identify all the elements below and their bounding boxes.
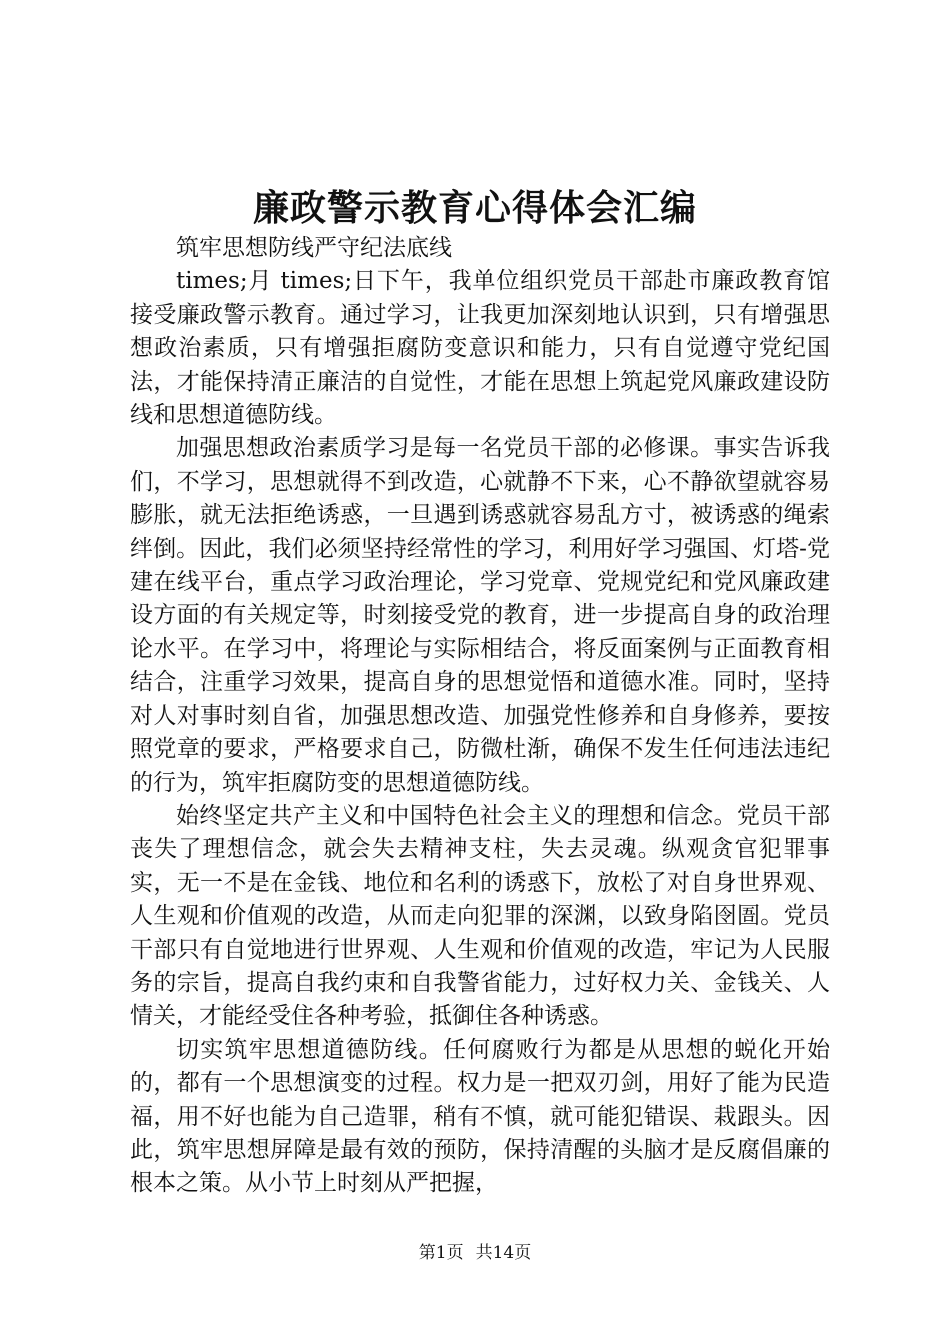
document-body <box>130 232 830 1201</box>
body-paragraph: 加强思想政治素质学习是每一名党员干部的必修课。事实告诉我们，不学习，思想就得不到改造，心就静不下来，心不静欲望就容易膨胀，就无法拒绝诱惑，一旦遇到诱惑就容易乱方寸，被诱惑的绳索绊倒。因此，我们必须坚持经常性的学习，利用好学习强国、灯塔-党建在线平台，重点学习政治理论，学习党章、党规党纪和党风廉政建设方面的有关规定等，时刻接受党的教育，进一步提高自身的政治理论水平。在学习中，将理论与实际相结合，将反面案例与正面教育相结合，注重学习效果，提高自身的思想觉悟和道德水准。同时，坚持对人对事时刻自省，加强思想改造、加强党性修养和自身修养，要按照党章的要求，严格要求自己，防微杜渐，确保不发生任何违法违纪的行为，筑牢拒腐防变的思想道德防线。 <box>130 435 830 796</box>
page-number: 第1页 <box>418 1243 464 1263</box>
body-paragraph: 始终坚定共产主义和中国特色社会主义的理想和信念。党员干部丧失了理想信念，就会失去精神支柱，失去灵魂。纵观贪官犯罪事实，无一不是在金钱、地位和名利的诱惑下，放松了对自身世界观、人生观和价值观的改造，从而走向犯罪的深渊，以致身陷囹圄。党员干部只有自觉地进行世界观、人生观和价值观的改造，牢记为人民服务的宗旨，提高自我约束和自我警省能力，过好权力关、金钱关、人情关，才能经受住各种考验，抵御住各种诱惑。 <box>130 802 830 1030</box>
body-paragraph: times;月 times;日下午，我单位组织党员干部赴市廉政教育馆接受廉政警示教育。通过学习，让我更加深刻地认识到，只有增强思想政治素质，只有增强拒腐防变意识和能力，只有自觉遵守党纪国法，才能保持清正廉洁的自觉性，才能在思想上筑起党风廉政建设防线和思想道德防线。 <box>130 268 830 429</box>
page-footer <box>0 1240 950 1266</box>
document-title: 廉政警示教育心得体会汇编 <box>252 187 697 229</box>
subtitle-paragraph: 筑牢思想防线严守纪法底线 <box>176 235 452 261</box>
body-paragraph: 切实筑牢思想道德防线。任何腐败行为都是从思想的蜕化开始的，都有一个思想演变的过程。权力是一把双刃剑，用好了能为民造福，用不好也能为自己造罪，稍有不慎，就可能犯错误、栽跟头。因此，筑牢思想屏障是最有效的预防，保持清醒的头脑才是反腐倡廉的根本之策。从小节上时刻从严把握， <box>130 1036 830 1197</box>
page-total: 共14页 <box>475 1243 532 1263</box>
